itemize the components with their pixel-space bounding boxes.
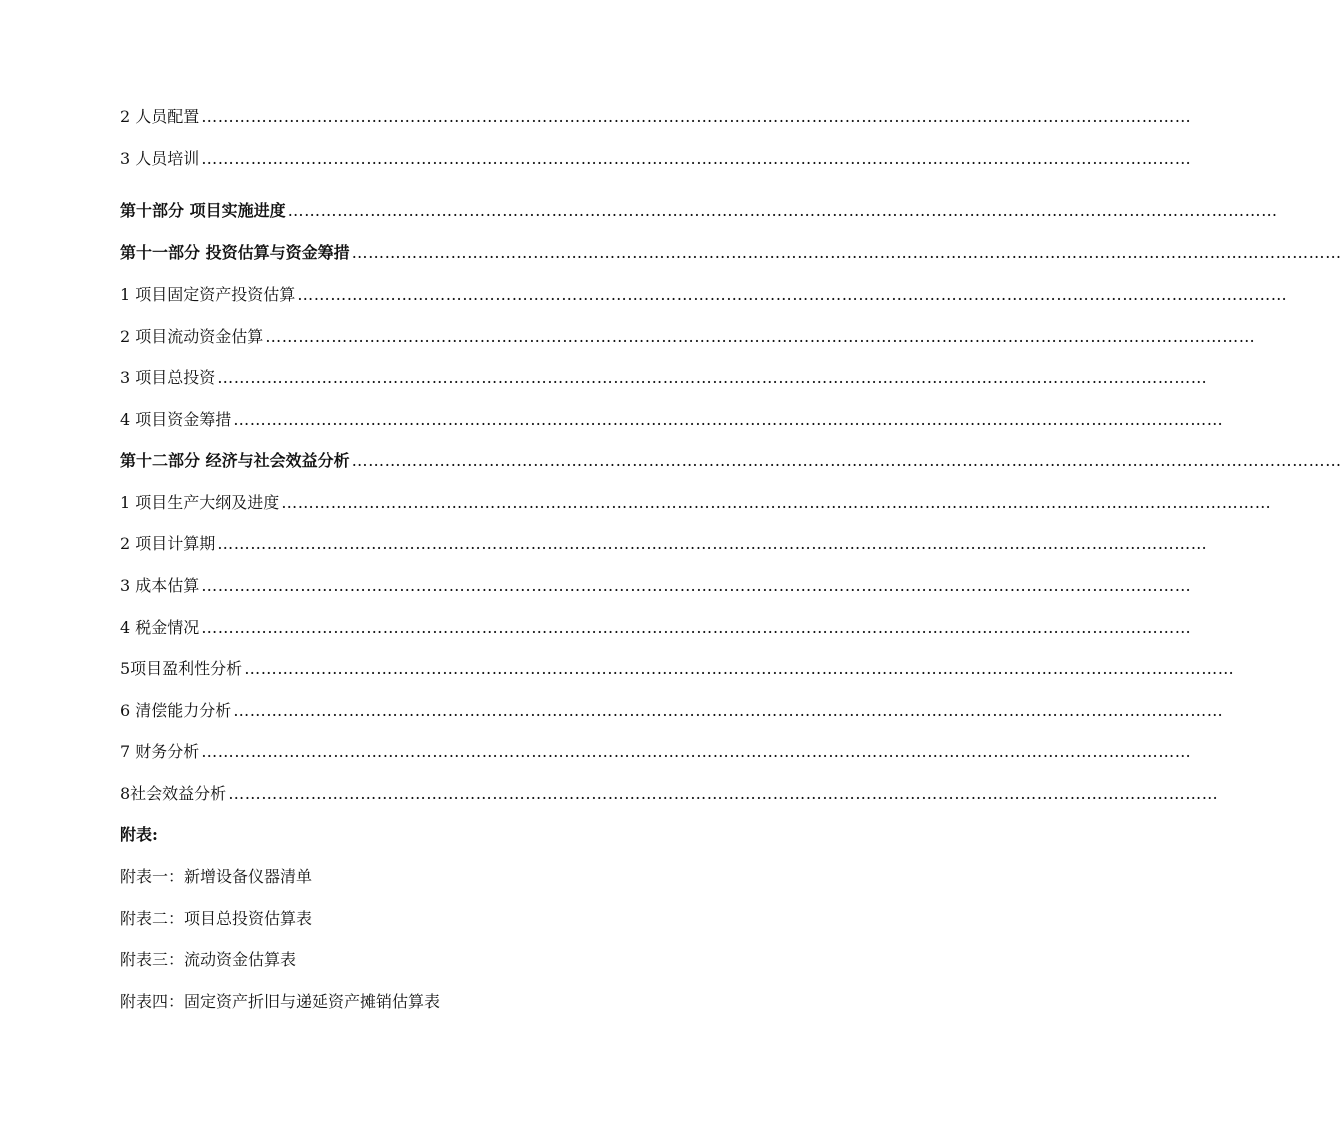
- toc-entry-label: 3 成本估算: [120, 576, 200, 595]
- toc-entry: [120, 409, 1224, 431]
- toc-entry: [120, 492, 1272, 514]
- toc-leader-dots: ………………………………………………………………………………………………………………………………………………………………: [233, 701, 1224, 720]
- toc-leader-dots: ………………………………………………………………………………………………………………………………………………………………: [233, 410, 1224, 429]
- toc-section-heading: [120, 200, 1278, 222]
- toc-entry: [120, 575, 1192, 597]
- toc-entry: [120, 617, 1192, 639]
- appendix-item: 附表三：流动资金估算表: [120, 950, 297, 969]
- toc-leader-dots: ………………………………………………………………………………………………………………………………………………………………: [297, 285, 1288, 304]
- toc-leader-dots: ………………………………………………………………………………………………………………………………………………………………: [201, 618, 1192, 637]
- toc-entry-label: 7 财务分析: [120, 742, 200, 761]
- toc-entry-label: 4 项目资金筹措: [120, 410, 232, 429]
- toc-leader-dots: ………………………………………………………………………………………………………………………………………………………………: [281, 493, 1272, 512]
- toc-entry: [120, 284, 1288, 306]
- toc-leader-dots: ………………………………………………………………………………………………………………………………………………………………: [217, 368, 1208, 387]
- toc-leader-dots: ………………………………………………………………………………………………………………………………………………………………: [201, 576, 1192, 595]
- toc-section-heading: [120, 450, 1342, 472]
- toc-leader-dots: ………………………………………………………………………………………………………………………………………………………………: [287, 201, 1278, 220]
- toc-entry-label: 1 项目生产大纲及进度: [120, 493, 280, 512]
- toc-entry-label: 1 项目固定资产投资估算: [120, 285, 296, 304]
- toc-entry-label: 5项目盈利性分析: [120, 659, 243, 678]
- toc-entry: [120, 367, 1208, 389]
- appendix-item: 附表二：项目总投资估算表: [120, 909, 313, 928]
- toc-entry: [120, 106, 1192, 128]
- toc-entry: [120, 533, 1208, 555]
- toc-entry-label: 2 项目计算期: [120, 534, 216, 553]
- toc-entry: [120, 326, 1256, 348]
- appendix-item: 附表一：新增设备仪器清单: [120, 867, 313, 886]
- toc-entry-label: 8社会效益分析: [120, 784, 227, 803]
- toc-leader-dots: ………………………………………………………………………………………………………………………………………………………………: [244, 659, 1235, 678]
- toc-leader-dots: ………………………………………………………………………………………………………………………………………………………………: [201, 107, 1192, 126]
- appendix-heading: 附表:: [120, 825, 158, 844]
- toc-entry: [120, 700, 1224, 722]
- toc-section-heading: [120, 242, 1342, 264]
- toc-entry-label: 6 清偿能力分析: [120, 701, 232, 720]
- toc-entry-label: 2 人员配置: [120, 107, 200, 126]
- toc-leader-dots: ………………………………………………………………………………………………………………………………………………………………: [201, 742, 1192, 761]
- toc-entry: [120, 658, 1235, 680]
- toc-leader-dots: ………………………………………………………………………………………………………………………………………………………………: [351, 243, 1342, 262]
- toc-entry: [120, 783, 1219, 805]
- toc-entry-label: 3 项目总投资: [120, 368, 216, 387]
- toc-entry-label: 第十一部分 投资估算与资金筹措: [120, 243, 350, 262]
- toc-leader-dots: ………………………………………………………………………………………………………………………………………………………………: [217, 534, 1208, 553]
- toc-entry-label: 第十部分 项目实施进度: [120, 201, 286, 220]
- toc-leader-dots: ………………………………………………………………………………………………………………………………………………………………: [228, 784, 1219, 803]
- toc-entry: [120, 741, 1192, 763]
- toc-entry-label: 4 税金情况: [120, 618, 200, 637]
- toc-entry-label: 第十二部分 经济与社会效益分析: [120, 451, 350, 470]
- toc-entry-label: 3 人员培训: [120, 149, 200, 168]
- toc-leader-dots: ………………………………………………………………………………………………………………………………………………………………: [351, 451, 1342, 470]
- toc-leader-dots: ………………………………………………………………………………………………………………………………………………………………: [265, 327, 1256, 346]
- toc-entry-label: 2 项目流动资金估算: [120, 327, 264, 346]
- toc-entry: [120, 148, 1192, 170]
- toc-leader-dots: ………………………………………………………………………………………………………………………………………………………………: [201, 149, 1192, 168]
- appendix-item: 附表四：固定资产折旧与递延资产摊销估算表: [120, 992, 441, 1011]
